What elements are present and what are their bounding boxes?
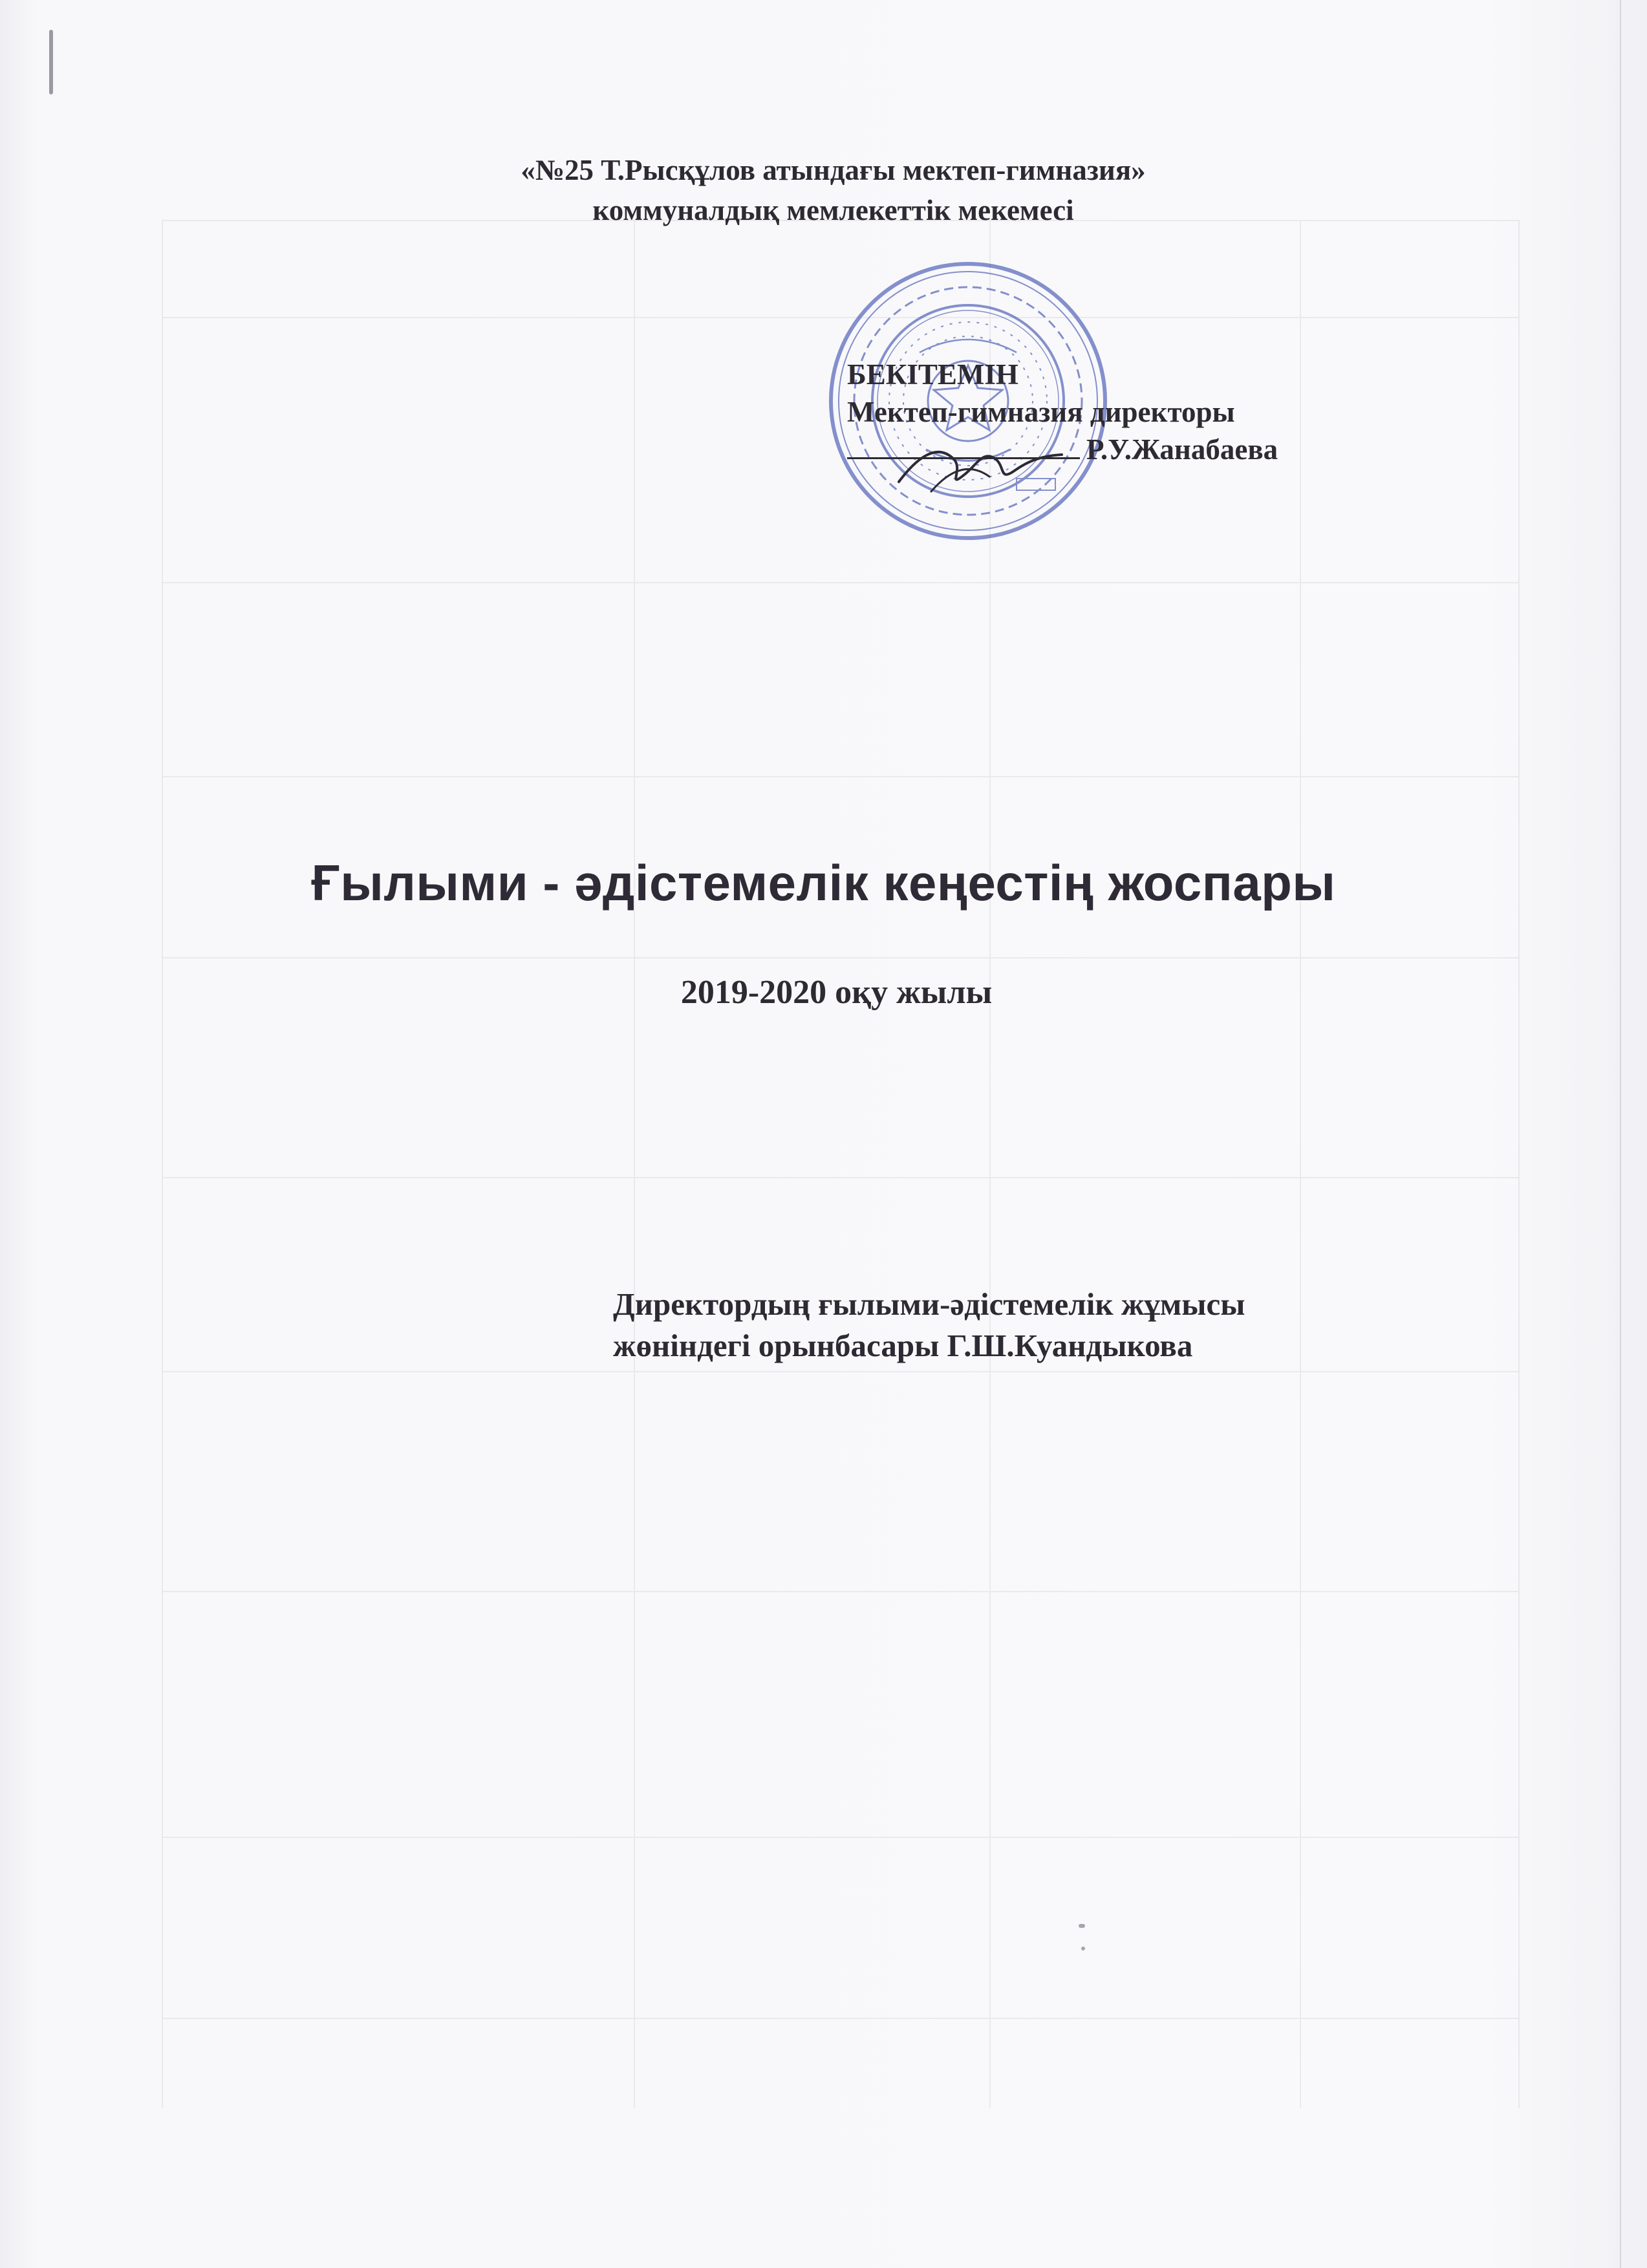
prepared-by-block (613, 1284, 1245, 1366)
organization-header (0, 150, 1647, 230)
director-position: Мектеп-гимназия директоры (847, 396, 1235, 428)
prepared-by-position: Директордың ғылыми-әдістемелік жұмысы (613, 1286, 1245, 1322)
handwritten-signature-icon (892, 430, 1073, 501)
approve-label: БЕКІТЕМІН (847, 358, 1018, 391)
scan-speck (1081, 1947, 1085, 1950)
paper-edge-line (1620, 0, 1621, 2268)
director-name: Р.У.Жанабаева (1086, 433, 1278, 466)
scan-edge-mark (49, 30, 53, 94)
organization-type: коммуналдық мемлекеттік мекемесі (592, 194, 1074, 226)
document-title: Ғылыми - әдістемелік кеңестің жоспары (311, 854, 1336, 911)
organization-name: «№25 Т.Рысқұлов атындағы мектеп-гимназия» (521, 154, 1146, 186)
academic-year: 2019-2020 оқу жылы (680, 974, 993, 1011)
prepared-by-name: жөніндегі орынбасары Г.Ш.Куандыкова (613, 1328, 1193, 1363)
scan-speck (1079, 1924, 1085, 1928)
